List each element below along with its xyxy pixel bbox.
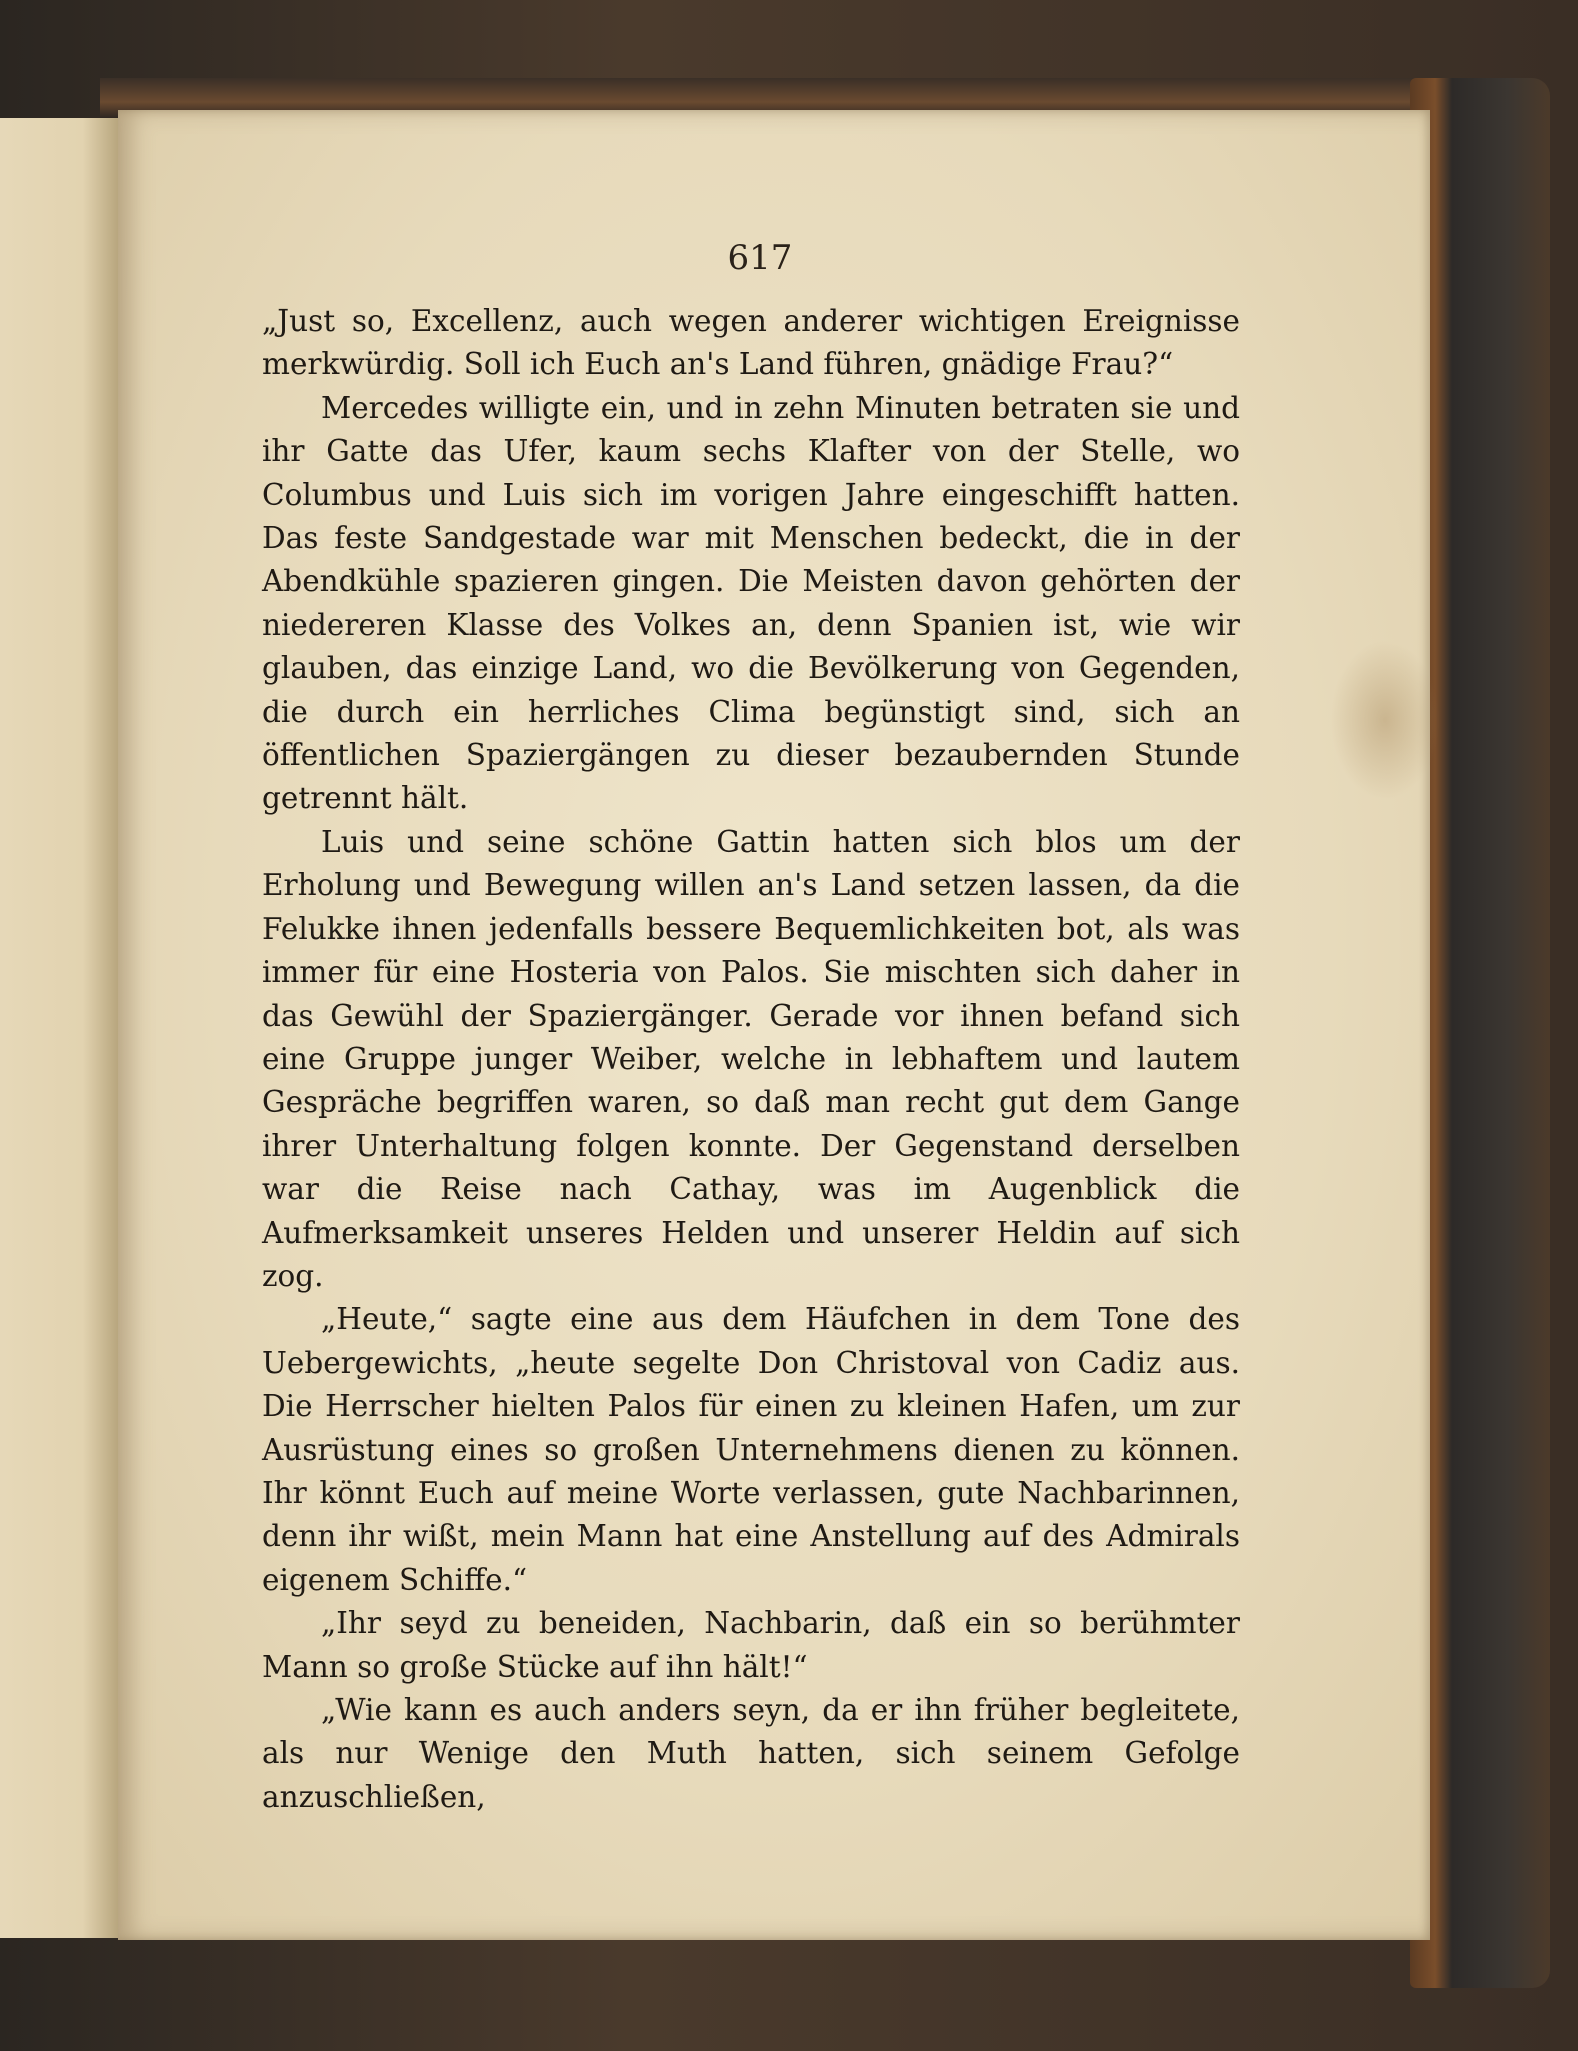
book-cover-right-edge: [1410, 78, 1550, 1988]
paragraph-3: Luis und seine schöne Gattin hatten sich blos um der Erholung und Bewegung willen an's Land setzen lassen, da die Felukke ihnen jedenfalls bessere Bequemlichkeiten bot, als was immer für eine Hosteria von Palos. Sie mischten sich daher in das Gewühl der Spaziergänger. Gerade vor ihnen befand sich eine Gruppe junger Weiber, welche in lebhaftem und lautem Gespräche begriffen waren, so daß man recht gut dem Gange ihrer Unterhaltung folgen konnte. Der Gegenstand derselben war die Reise nach Cathay, was im Augenblick die Aufmerksamkeit unseres Helden und unserer Heldin auf sich zog.: [262, 824, 1240, 1293]
paragraph-6: „Wie kann es auch anders seyn, da er ihn früher begleitete, als nur Wenige den Muth hatten, sich seinem Gefolge anzuschließen,: [262, 1693, 1240, 1814]
facing-page-edge: [0, 118, 118, 1938]
paragraph-5: „Ihr seyd zu beneiden, Nachbarin, daß ein so berühmter Mann so große Stücke auf ihn hält!“: [262, 1606, 1240, 1684]
page-number: 617: [727, 238, 793, 278]
page-body-text: [262, 300, 1240, 1819]
paragraph-1: „Just so, Excellenz, auch wegen anderer wichtigen Ereignisse merkwürdig. Soll ich Euch an's Land führen, gnädige Frau?“: [262, 304, 1240, 382]
paper-stain: [1330, 640, 1440, 800]
paragraph-2: Mercedes willigte ein, und in zehn Minuten betraten sie und ihr Gatte das Ufer, kaum sechs Klafter von der Stelle, wo Columbus und Luis sich im vorigen Jahre eingeschifft hatten. Das feste Sandgestade war mit Menschen bedeckt, die in der Abendkühle spazieren gingen. Die Meisten davon gehörten der niedereren Klasse des Volkes an, denn Spanien ist, wie wir glauben, das einzige Land, wo die Bevölkerung von Gegenden, die durch ein herrliches Clima begünstigt sind, sich an öffentlichen Spaziergängen zu dieser bezaubernden Stunde getrennt hält.: [262, 390, 1240, 816]
paragraph-4: „Heute,“ sagte eine aus dem Häufchen in dem Tone des Uebergewichts, „heute segelte Don Christoval von Cadiz aus. Die Herrscher hielten Palos für einen zu kleinen Hafen, um zur Ausrüstung eines so großen Unternehmens dienen zu können. Ihr könnt Euch auf meine Worte verlassen, gute Nachbarinnen, denn ihr wißt, mein Mann hat eine Anstellung auf des Admirals eigenem Schiffe.“: [262, 1302, 1240, 1597]
